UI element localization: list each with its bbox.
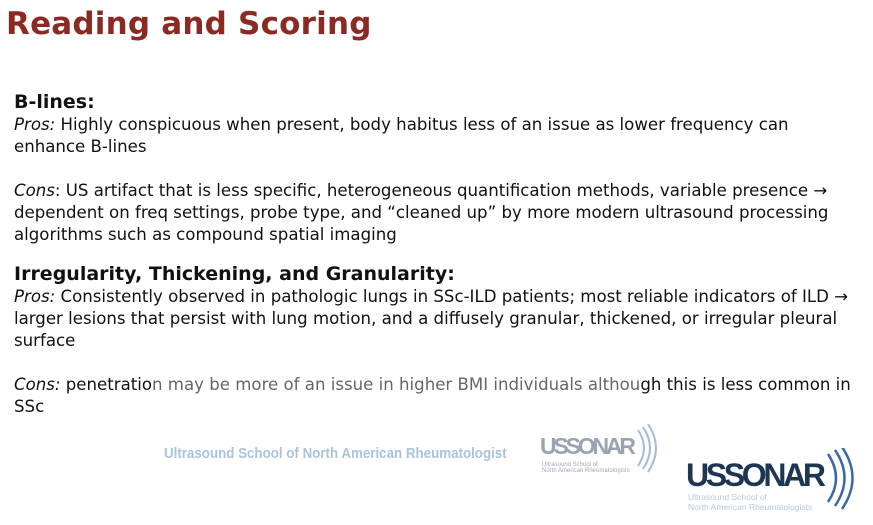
irregularity-cons — [14, 374, 854, 418]
section-heading-irregularity: Irregularity, Thickening, and Granularity: — [14, 263, 455, 285]
pros-text: Highly conspicuous when present, body habitus less of an issue as lower frequency can enhance B-lines — [14, 115, 789, 156]
cons-text-faded: n may be more of an issue in higher BMI individuals althou — [152, 375, 641, 394]
b-lines-pros — [14, 114, 854, 158]
wave-icon — [828, 448, 853, 509]
ussonar-logo — [684, 448, 864, 518]
pros-label: Pros: — [14, 115, 56, 134]
slide-body — [14, 90, 854, 418]
cons-label: Cons: — [14, 375, 61, 394]
logo-wordmark: USSONAR — [540, 433, 636, 459]
b-lines-cons — [14, 180, 854, 246]
cons-text: penetratio — [60, 375, 153, 394]
logo-tagline-2: North American Rheumatologists — [688, 502, 813, 512]
watermark-text: Ultrasound School of North American Rheumatologist — [164, 446, 507, 462]
wave-icon — [638, 424, 656, 472]
logo-tagline-1: Ultrasound School of — [688, 492, 767, 502]
logo-wordmark: USSONAR — [686, 457, 826, 493]
cons-text: : US artifact that is less specific, heterogeneous quantification methods, variable presence → dependent on freq settings, probe type, and “cleaned up” by more modern ultrasound processing algorithms such as compound spatial imaging — [14, 181, 829, 244]
cons-label: Cons — [14, 181, 55, 200]
irregularity-pros — [14, 286, 854, 352]
slide-title: Reading and Scoring — [6, 6, 372, 42]
logo-tagline-1: Ultrasound School of — [542, 462, 598, 468]
section-heading-b-lines: B-lines: — [14, 91, 95, 113]
pros-text: Consistently observed in pathologic lungs in SSc-ILD patients; most reliable indicators of ILD → larger lesions that persist with lung motion, and a diffusely granular, thickened, or irregular pleural surface — [14, 287, 849, 350]
ussonar-logo-small — [538, 424, 662, 474]
logo-tagline-2: North American Rheumatologists — [542, 468, 630, 474]
cons-text-end: gh this is less common in SSc — [14, 375, 851, 416]
pros-label: Pros: — [14, 287, 56, 306]
